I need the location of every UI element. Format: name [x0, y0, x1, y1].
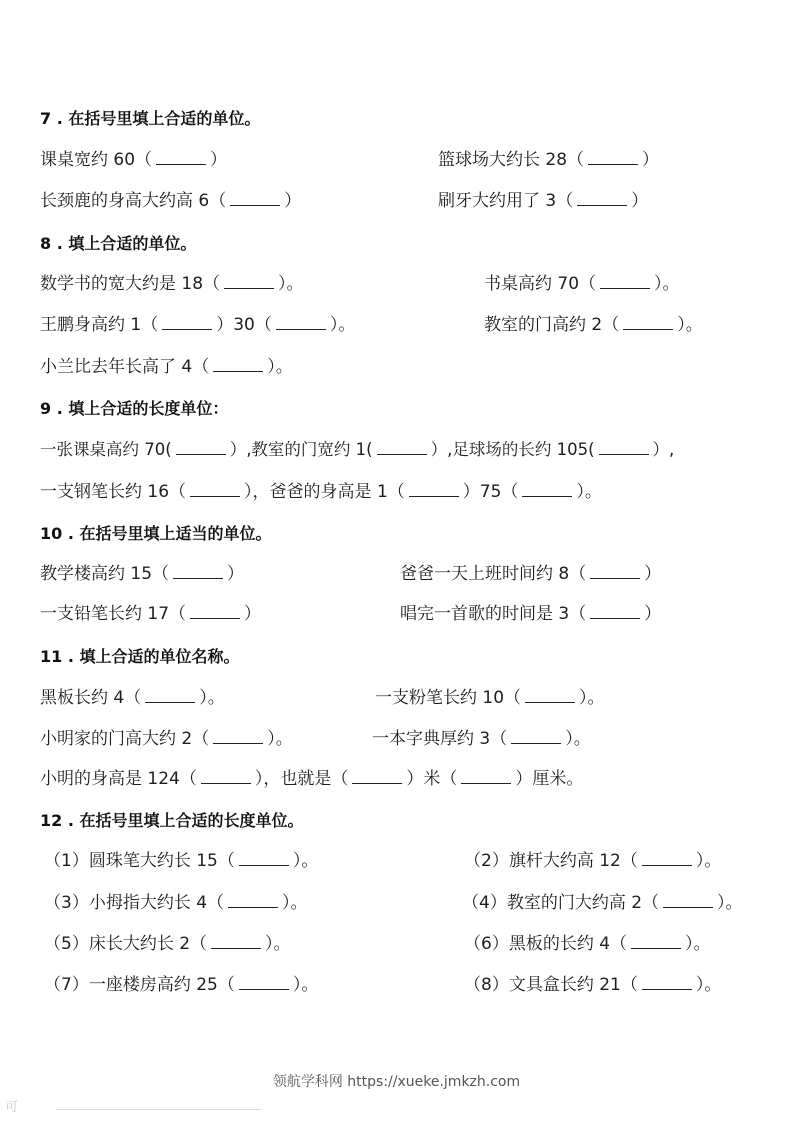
item-text: （4）教室的门大约高 2（: [462, 893, 660, 913]
question-12-item-6: [464, 933, 711, 955]
question-11-item-1: [40, 687, 225, 709]
answer-blank[interactable]: [239, 975, 289, 990]
item-text: ）。: [278, 274, 304, 294]
question-12-item-1: [44, 850, 318, 872]
item-text: ）: [210, 150, 228, 170]
item-text: （6）黑板的长约 4（: [464, 934, 628, 954]
item-text: ）。: [654, 274, 680, 294]
answer-blank[interactable]: [230, 191, 280, 206]
item-text: ）。: [576, 482, 602, 502]
answer-blank[interactable]: [145, 688, 195, 703]
item-text: ），也就是（: [254, 769, 349, 789]
answer-blank[interactable]: [211, 934, 261, 949]
question-10-item-3: [40, 603, 261, 625]
footer-watermark: 领航学科网 https://xueke.jmkzh.com: [272, 1074, 521, 1090]
question-11-item-2: [375, 687, 605, 709]
answer-blank[interactable]: [522, 482, 572, 497]
item-text: 长颈鹿的身高大约高 6（: [40, 191, 227, 211]
item-text: ）。: [282, 893, 308, 913]
answer-blank[interactable]: [228, 893, 278, 908]
answer-blank[interactable]: [162, 315, 212, 330]
item-text: （2）旗杆大约高 12（: [464, 851, 638, 871]
answer-blank[interactable]: [511, 729, 561, 744]
question-11-heading: 11 . 填上合适的单位名称。: [40, 647, 240, 666]
item-text: ）: [644, 564, 662, 584]
item-text: （7）一座楼房高约 25（: [44, 975, 235, 995]
answer-blank[interactable]: [599, 440, 649, 455]
item-text: ）。: [292, 851, 319, 871]
item-text: ）: [644, 604, 662, 624]
item-text: ）30（: [216, 315, 272, 335]
item-text: 一张课桌高约 70(: [40, 440, 172, 459]
item-text: （1）圆珠笔大约长 15（: [44, 851, 235, 871]
question-12-heading: 12 . 在括号里填上合适的长度单位。: [40, 811, 304, 830]
item-text: ）75（: [462, 482, 519, 502]
question-10-item-4: [400, 603, 661, 625]
answer-blank[interactable]: [631, 934, 681, 949]
answer-blank[interactable]: [352, 769, 402, 784]
item-text: ）。: [199, 688, 225, 708]
question-12-item-5: [44, 933, 291, 955]
question-12-item-3: [44, 892, 308, 914]
item-text: ）: [244, 604, 262, 624]
item-text: ）。: [579, 688, 605, 708]
question-7-item-4: [438, 190, 648, 212]
answer-blank[interactable]: [176, 440, 226, 455]
item-text: ）。: [329, 315, 356, 335]
item-text: ）。: [717, 893, 743, 913]
item-text: 一支钢笔长约 16（: [40, 482, 187, 502]
item-text: ）厘米。: [515, 769, 584, 789]
item-text: 一支粉笔长约 10（: [375, 688, 522, 708]
item-text: 小明家的门高大约 2（: [40, 729, 210, 749]
question-8-item-1: [40, 273, 304, 295]
answer-blank[interactable]: [600, 274, 650, 289]
item-text: ）。: [565, 729, 591, 749]
question-11-item-3: [40, 728, 293, 750]
item-text: ）: [284, 191, 302, 211]
question-10-item-2: [400, 563, 661, 585]
question-11-long-line: [40, 768, 583, 790]
item-text: 一支铅笔长约 17（: [40, 604, 187, 624]
answer-blank[interactable]: [276, 315, 326, 330]
item-text: 刷牙大约用了 3（: [438, 191, 574, 211]
item-text: ）,: [652, 440, 675, 459]
question-8-heading: 8 . 填上合适的单位。: [40, 234, 197, 253]
question-11-item-4: [372, 728, 591, 750]
item-text: （5）床长大约长 2（: [44, 934, 208, 954]
item-text: 书桌高约 70（: [484, 274, 597, 294]
item-text: （3）小拇指大约长 4（: [44, 893, 225, 913]
question-8-item-2: [484, 273, 680, 295]
answer-blank[interactable]: [590, 564, 640, 579]
question-10-heading: 10 . 在括号里填上适当的单位。: [40, 524, 272, 543]
answer-blank[interactable]: [642, 851, 692, 866]
answer-blank[interactable]: [590, 604, 640, 619]
item-text: 教学楼高约 15（: [40, 564, 170, 584]
answer-blank[interactable]: [461, 769, 511, 784]
item-text: 王鹏身高约 1（: [40, 315, 159, 335]
answer-blank[interactable]: [156, 150, 206, 165]
answer-blank[interactable]: [525, 688, 575, 703]
item-text: ）,教室的门宽约 1(: [229, 440, 373, 459]
question-9-line-1: [40, 439, 674, 461]
answer-blank[interactable]: [173, 564, 223, 579]
answer-blank[interactable]: [623, 315, 673, 330]
question-10-item-1: [40, 563, 244, 585]
item-text: ）: [227, 564, 245, 584]
item-text: 一本字典厚约 3（: [372, 729, 508, 749]
item-text: ），爸爸的身高是 1（: [244, 482, 405, 502]
corner-mark: 可: [5, 1100, 19, 1115]
question-7-item-1: [40, 149, 227, 171]
item-text: 数学书的宽大约是 18（: [40, 274, 221, 294]
answer-blank[interactable]: [190, 482, 240, 497]
item-text: ）。: [267, 357, 293, 377]
answer-blank[interactable]: [642, 975, 692, 990]
question-9-line-2: [40, 481, 602, 503]
item-text: 黑板长约 4（: [40, 688, 142, 708]
item-text: 小兰比去年长高了 4（: [40, 357, 210, 377]
question-12-item-4: [462, 892, 743, 914]
answer-blank[interactable]: [377, 440, 427, 455]
item-text: （8）文具盒长约 21（: [464, 975, 638, 995]
answer-blank[interactable]: [224, 274, 274, 289]
question-8-item-5: [40, 356, 293, 378]
item-text: 小明的身高是 124（: [40, 769, 197, 789]
item-text: ）。: [677, 315, 703, 335]
item-text: ）。: [265, 934, 291, 954]
item-text: ）,足球场的长约 105(: [430, 440, 595, 459]
answer-blank[interactable]: [213, 729, 263, 744]
item-text: ）。: [695, 975, 722, 995]
question-12-item-7: [44, 974, 318, 996]
question-12-item-8: [464, 974, 721, 996]
item-text: 篮球场大约长 28（: [438, 150, 585, 170]
item-text: ）: [642, 150, 660, 170]
item-text: 爸爸一天上班时间约 8（: [400, 564, 587, 584]
answer-blank[interactable]: [213, 357, 263, 372]
question-7-item-2: [438, 149, 659, 171]
question-7-item-3: [40, 190, 301, 212]
item-text: ）。: [685, 934, 711, 954]
item-text: ）: [631, 191, 649, 211]
item-text: 教室的门高约 2（: [484, 315, 620, 335]
item-text: ）米（: [406, 769, 458, 789]
question-8-item-4: [484, 314, 703, 336]
answer-blank[interactable]: [577, 191, 627, 206]
answer-blank[interactable]: [409, 482, 459, 497]
answer-blank[interactable]: [663, 893, 713, 908]
item-text: ）。: [292, 975, 319, 995]
footer-divider: [56, 1109, 261, 1110]
answer-blank[interactable]: [588, 150, 638, 165]
item-text: 唱完一首歌的时间是 3（: [400, 604, 587, 624]
question-12-item-2: [464, 850, 721, 872]
answer-blank[interactable]: [190, 604, 240, 619]
item-text: 课桌宽约 60（: [40, 150, 153, 170]
answer-blank[interactable]: [239, 851, 289, 866]
question-8-item-3: [40, 314, 355, 336]
question-7-heading: 7 . 在括号里填上合适的单位。: [40, 109, 261, 128]
question-9-heading: 9 . 填上合适的长度单位：: [40, 399, 229, 418]
item-text: ）。: [267, 729, 293, 749]
item-text: ）。: [695, 851, 722, 871]
answer-blank[interactable]: [201, 769, 251, 784]
